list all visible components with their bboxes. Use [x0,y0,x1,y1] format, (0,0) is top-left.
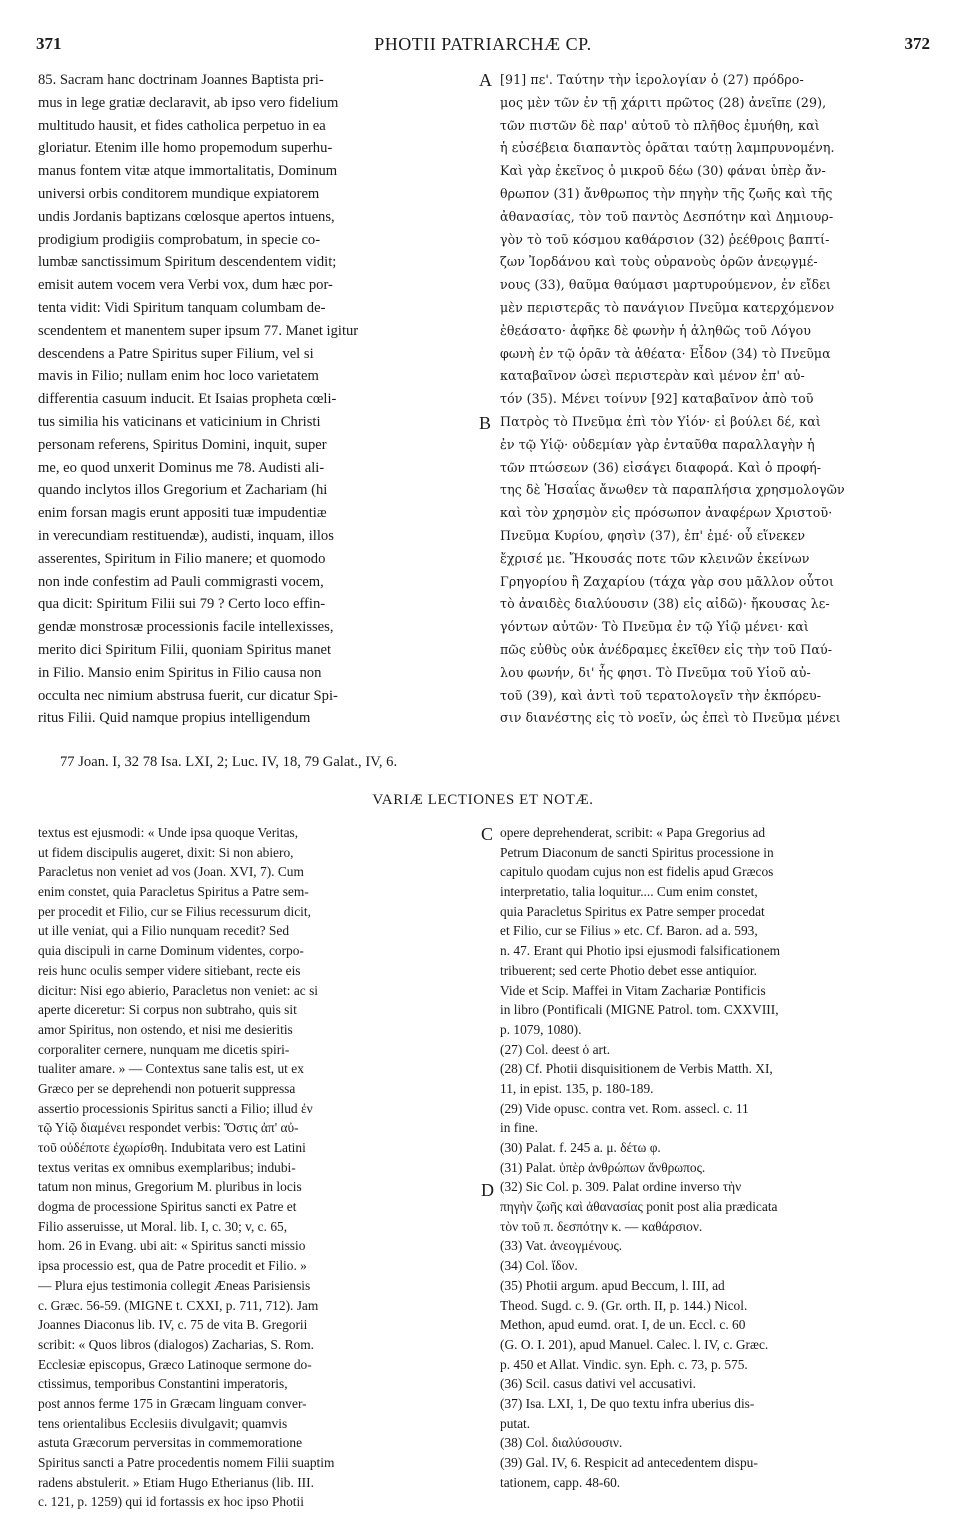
note-line: (31) Palat. ὑπὲρ ἀνθρώπων ἄνθρωπος. [500,1159,706,1175]
note-line: quia Paracletus Spiritus ex Patre semper procedat [500,903,765,919]
note-line: dicitur: Nisi ego abierio, Paracletus non veniet: ac si [38,982,319,998]
latin-text-line: multitudo hausit, et fides catholica perpetuo in ea [38,117,326,134]
latin-text-line: lumbæ sanctissimum Spiritum descendentem vidit; [38,254,337,271]
note-line: (34) Col. ἴδον. [500,1258,578,1274]
latin-text-line: descendens a Patre Spiritus super Filium, vel si [38,345,314,362]
greek-text-line: φωνὴ ἐν τῷ ὁρᾶν τὰ ἀθέατα· Εἶδον (34) τὸ Πνεῦμα [500,345,831,361]
note-line: n. 47. Erant qui Photio ipsi ejusmodi falsificationem [500,943,781,959]
notes-left-column [38,823,474,1512]
note-line: πηγὴν ζωῆς καὶ ἀθανασίας ponit post alia prædicata [500,1199,778,1215]
note-line: tatum non minus, Gregorium M. pluribus in locis [38,1179,302,1195]
note-line: Joannes Diaconus lib. IV, c. 75 de vita B. Gregorii [38,1317,308,1333]
greek-text-line: ἔχρισέ με. Ἤκουσάς ποτε τῶν κλεινῶν ἐκείνων [500,550,810,566]
note-line: (G. O. I. 201), apud Manuel. Calec. l. IV, c. Græc. [500,1336,769,1352]
latin-text-line: qua dicit: Spiritum Filii sui 79 ? Certo loco effin- [38,596,326,613]
note-line: hom. 26 in Evang. ubi ait: « Spiritus sancti missio [38,1238,306,1254]
note-line: Vide et Scip. Maffei in Vitam Zachariæ Pontificis [500,982,766,998]
greek-text-line: μὲν περιστερᾶς τὸ πανάγιον Πνεῦμα κατερχόμενον [500,299,835,315]
greek-text-line: ἡ εὐσέβεια διαπαντὸς ὁρᾶται ταύτῃ λαμπρυνομένη. [500,140,835,156]
greek-text-line: καταβαῖνον ὡσεὶ περιστερὰν καὶ μένον ἐπ' αὐ- [500,368,805,384]
greek-text-line: ἀθανασίας, τὸν τοῦ παντὸς Δεσπότην καὶ Δημιουρ- [500,208,834,224]
note-line: assertio processionis Spiritus sancti a Filio; illud ἐν [38,1100,313,1116]
note-line: Paracletus non veniet ad vos (Joan. XVI, 7). Cum [38,864,304,880]
greek-text-line: πῶς εὐθὺς οὐκ ἀνέδραμες ἐκεῖθεν εἰς τὴν τοῦ Παύ- [500,641,833,657]
note-line: ctissimus, temporibus Constantini imperatoris, [38,1376,288,1392]
latin-text-line: universi orbis conditorem mundique expiatorem [38,185,320,202]
latin-text-line: mus in lege gratiæ declaravit, ab ipso vero fidelium [38,94,339,111]
greek-text-line: τοῦ (39), καὶ ἀντὶ τοῦ τερατολογεῖν τὴν ἐκπόρευ- [500,687,822,703]
latin-text-line: in Filio. Mansio enim Spiritus in Filio causa non [38,664,322,681]
greek-text-line: λου φωνήν, δι' ἧς φησι. Τὸ Πνεῦμα τοῦ Υἱοῦ αὐ- [500,664,811,680]
latin-text-line: ritus Filii. Quid namque propius intelligendum [38,710,311,727]
note-line: per procedit et Filio, cur se Filius recessurum dicit, [38,903,311,919]
latin-text-line: differentia casuum inducit. Et Isaias propheta cœli- [38,391,337,408]
note-line: (32) Sic Col. p. 309. Palat ordine inverso τὴν [500,1179,742,1195]
greek-text-line: καὶ τὸν χρησμὸν εἰς πρόσωπον ἀναφέρων Χριστοῦ· [500,505,833,521]
latin-text-line: mavis in Filio; nullam enim hoc loco varietatem [38,368,319,385]
note-line: post annos ferme 175 in Græcam linguam conver- [38,1395,307,1411]
note-line: Theod. Sugd. c. 9. (Gr. orth. II, p. 144.) Nicol. [500,1297,748,1313]
latin-text-line: gendæ monstrosæ processionis facile intellexisses, [38,619,334,636]
page-number-left: 371 [36,34,62,53]
note-line: capitulo quodam cujus non est fidelis apud Græcos [500,864,774,880]
margin-marker-c: C [481,824,494,844]
latin-text-line: occulta nec nimium abstrusa fuerit, cur dicatur Spi- [38,687,338,704]
note-line: (27) Col. deest ὁ art. [500,1041,611,1057]
greek-text-line: γὸν τὸ τοῦ κόσμου καθάρσιον (32) ῥεέθροις βαπτί- [500,231,830,247]
greek-text-line: Πνεῦμα Κυρίου, φησὶν (37), ἐπ' ἐμέ· οὗ εἵνεκεν [500,527,806,543]
note-line: (29) Vide opusc. contra vet. Rom. assecl. c. 11 [500,1100,749,1116]
note-line: aperte diceretur: Si corpus non subtraho, quis sit [38,1002,297,1018]
note-line: τῷ Υἱῷ διαμένει respondet verbis: Ὅστις ἀπ' αὐ- [38,1120,299,1136]
note-line: textus veritas ex omnibus exemplaribus; indubi- [38,1159,296,1175]
greek-text-line: Γρηγορίου ἢ Ζαχαρίου (τάχα γὰρ σου μᾶλλον οὗτοι [500,573,835,589]
greek-text-line: τῶν πτώσεων (36) εἰσάγει διαφορά. Καὶ ὁ προφή- [500,459,822,475]
notes-right-column [500,823,932,1492]
note-line: ipsa processio est, qua de Patre procedit et Filio. » [38,1258,307,1274]
greek-text-line: ζων Ἰορδάνου καὶ τοὺς οὐρανοὺς ὁρῶν ἀνεῳγμέ- [500,254,818,270]
latin-text-line: scendentem et manentem super ipsum 77. Manet igitur [38,322,359,339]
greek-text-line: [91] πε'. Ταύτην τὴν ἱερολογίαν ὁ (27) πρόδρο- [500,72,804,87]
latin-text-column [38,69,474,730]
note-line: astuta Græcorum perversitas in commemoratione [38,1435,303,1451]
greek-text-line: Καὶ γὰρ ἐκεῖνος ὁ μικροῦ δέω (30) φάναι ὑπὲρ ἄν- [500,163,826,179]
scripture-footnotes: 77 Joan. I, 32 78 Isa. LXI, 2; Luc. IV, 18, 79 Galat., IV, 6. [60,754,398,770]
note-line: τὸν τοῦ π. δεσπότην κ. — καθάρσιον. [500,1218,703,1234]
note-line: (35) Photii argum. apud Beccum, l. III, ad [500,1277,725,1293]
note-line: tens orientalibus Ecclesiis divulgavit; quamvis [38,1415,288,1431]
latin-text-line: manus fontem vitæ atque immortalitatis, Dominum [38,163,338,180]
greek-text-line: τόν (35). Μένει τοίνυν [92] καταβαῖνον ἀπὸ τοῦ [500,391,814,407]
greek-text-line: νους (33), θαῦμα θαύμασι μαρτυρούμενον, ἐν εἴδει [500,277,831,293]
note-line: (37) Isa. LXI, 1, De quo textu infra uberius dis- [500,1395,755,1411]
note-line: et Filio, cur se Filius » etc. Cf. Baron. ad a. 593, [500,923,758,939]
latin-text-line: 85. Sacram hanc doctrinam Joannes Baptista pri- [38,72,324,88]
greek-text-line: τῶν πιστῶν δὲ παρ' αὐτοῦ τὸ πλῆθος ἐμυήθη, καὶ [500,117,820,133]
note-line: opere deprehenderat, scribit: « Papa Gregorius ad [500,825,766,840]
greek-text-line: της δὲ Ἡσαΐας ἄνωθεν τὰ παραπλήσια χρησμολογῶν [500,482,845,498]
note-line: enim constet, quia Paracletus Spiritus a Patre sem- [38,884,309,900]
note-line: Methon, apud eumd. orat. I, de un. Eccl. c. 60 [500,1317,746,1333]
latin-text-line: asserentes, Spiritum in Filio manere; et quomodo [38,550,326,567]
greek-text-line: τὸ ἀναιδὲς διαλύουσιν (38) εἰς αἰδῶ)· ἤκουσας λε- [500,596,830,612]
note-line: (36) Scil. casus dativi vel accusativi. [500,1376,696,1392]
margin-marker-b: B [479,413,492,433]
latin-text-line: quando inclytos illos Gregorium et Zachariam (hi [38,482,328,499]
note-line: amor Spiritus, non ostendo, et nisi me desieritis [38,1021,293,1037]
note-line: ut ille veniat, qui a Filio nunquam recedit? Sed [38,923,290,939]
note-line: reis hunc oculis semper videre sitiebant, recte eis [38,962,301,978]
greek-text-line: Πατρὸς τὸ Πνεῦμα ἐπὶ τὸν Υἱόν· εἰ βούλει δέ, καὶ [500,413,821,429]
latin-text-line: gloriatur. Etenim ille homo propemodum superhu- [38,140,333,157]
latin-text-line: merito dici Spiritum Filii, quoniam Spiritus manet [38,641,332,658]
note-line: interpretatio, talia loquitur.... Cum enim constet, [500,884,758,900]
note-line: in libro (Pontificali (MIGNE Patrol. tom. CXXVIII, [500,1002,779,1018]
greek-text-line: γόντων αὐτῶν· Τὸ Πνεῦμα ἐν τῷ Υἱῷ μένει· καὶ [500,619,809,635]
latin-text-line: me, eo quod unxerit Dominus me 78. Audisti ali- [38,459,325,476]
greek-text-line: θρωπον (31) ἄνθρωπος τὴν πηγὴν τῆς ζωῆς καὶ τῆς [500,185,833,201]
note-line: (30) Palat. f. 245 a. μ. δέτω φ. [500,1140,661,1155]
latin-text-line: tus similia his vaticinans et vaticinium in Christi [38,413,321,430]
greek-text-line: μος μὲν τῶν ἐν τῇ χάριτι πρῶτος (28) ἀνεῖπε (29), [500,94,827,110]
note-line: tribuerent; sed certe Photio debet esse antiquior. [500,962,757,978]
latin-text-line: undis Jordanis baptizans cœlosque apertos intuens, [38,208,335,225]
note-line: Spiritus sancti a Patre procedentis nomem Filii suaptim [38,1455,335,1470]
note-line: Græco per se deprehendi non potuerit suppressa [38,1080,296,1096]
note-line: 11, in epist. 135, p. 180-189. [500,1080,654,1096]
latin-text-line: tenta vidit: Vidi Spiritum tanquam columbam de- [38,299,326,316]
note-line: τοῦ οὐδέποτε ἐχωρίσθη. Indubitata vero est Latini [38,1140,306,1155]
note-line: p. 450 et Allat. Vindic. syn. Eph. c. 73, p. 575. [500,1356,748,1372]
note-line: Filio asseruisse, ut Moral. lib. I, c. 30; v, c. 65, [38,1218,288,1234]
note-line: putat. [500,1415,531,1431]
greek-text-line: σιν διανέστης εἰς τὸ νοεῖν, ὡς ἐπεὶ τὸ Πνεῦμα μένει [500,710,841,726]
latin-text-line: in verecundiam restituendæ), audisti, inquam, illos [38,527,334,544]
note-line: in fine. [500,1120,538,1136]
note-line: — Plura ejus testimonia collegit Æneas Parisiensis [38,1277,311,1293]
note-line: quia discipuli in carne Dominum videntes, corpo- [38,943,304,959]
margin-marker-a: A [479,70,492,90]
note-line: c. 121, p. 1259) qui id fortassis ex hoc ipso Photii [38,1494,304,1510]
greek-text-column [500,69,932,730]
note-line: ut fidem discipulis augeret, dixit: Si non abiero, [38,844,294,860]
greek-text-line: ἐν τῷ Υἱῷ· οὐδεμίαν γὰρ ἐνταῦθα παραλλαγὴν ἡ [500,436,815,452]
greek-text-line: ἐθεάσατο· ἀφῆκε δὲ φωνὴν ἡ ἀληθῶς τοῦ Λόγου [500,322,812,338]
note-line: Petrum Diaconum de sancti Spiritus processione in [500,844,774,860]
latin-text-line: prodigium prodigiis comprobatum, in specie co- [38,231,321,248]
note-line: (39) Gal. IV, 6. Respicit ad antecedentem dispu- [500,1455,758,1470]
note-line: p. 1079, 1080). [500,1021,582,1037]
note-line: (33) Vat. ἀνεογμένους. [500,1238,623,1254]
latin-text-line: non inde confestim ad Pauli commigrasti vocem, [38,573,324,590]
page-header [36,34,930,60]
note-line: (38) Col. διαλύσουσιν. [500,1435,623,1451]
note-line: c. Græc. 56-59. (MIGNE t. CXXI, p. 711, 712). Jam [38,1297,319,1313]
section-title: VARIÆ LECTIONES ET NOTÆ. [372,792,594,808]
running-title: PHOTII PATRIARCHÆ CP. [374,34,592,54]
note-line: Ecclesiæ episcopus, Græco Latinoque sermone do- [38,1356,312,1372]
note-line: (28) Cf. Photii disquisitionem de Verbis Matth. XI, [500,1061,773,1077]
latin-text-line: personam referens, Spiritus Domini, inquit, super [38,436,327,453]
page-number-right: 372 [904,34,930,53]
note-line: corporaliter cernere, nunquam me dicetis spiri- [38,1041,290,1057]
note-line: textus est ejusmodi: « Unde ipsa quoque Veritas, [38,825,299,840]
note-line: tationem, capp. 48-60. [500,1474,621,1490]
note-line: dogma de processione Spiritus sancti ex Patre et [38,1199,297,1215]
latin-text-line: emisit autem vocem vera Verbi vox, dum hæc por- [38,277,333,294]
margin-marker-d: D [481,1180,494,1200]
note-line: scribit: « Quos libros (dialogos) Zacharias, S. Rom. [38,1336,314,1352]
note-line: radens abstulerit. » Etiam Hugo Etherianus (lib. III. [38,1474,314,1490]
latin-text-line: enim forsan magis erunt appositi tuæ impudentiæ [38,505,327,522]
note-line: tualiter amare. » — Contextus sane talis est, ut ex [38,1061,304,1077]
